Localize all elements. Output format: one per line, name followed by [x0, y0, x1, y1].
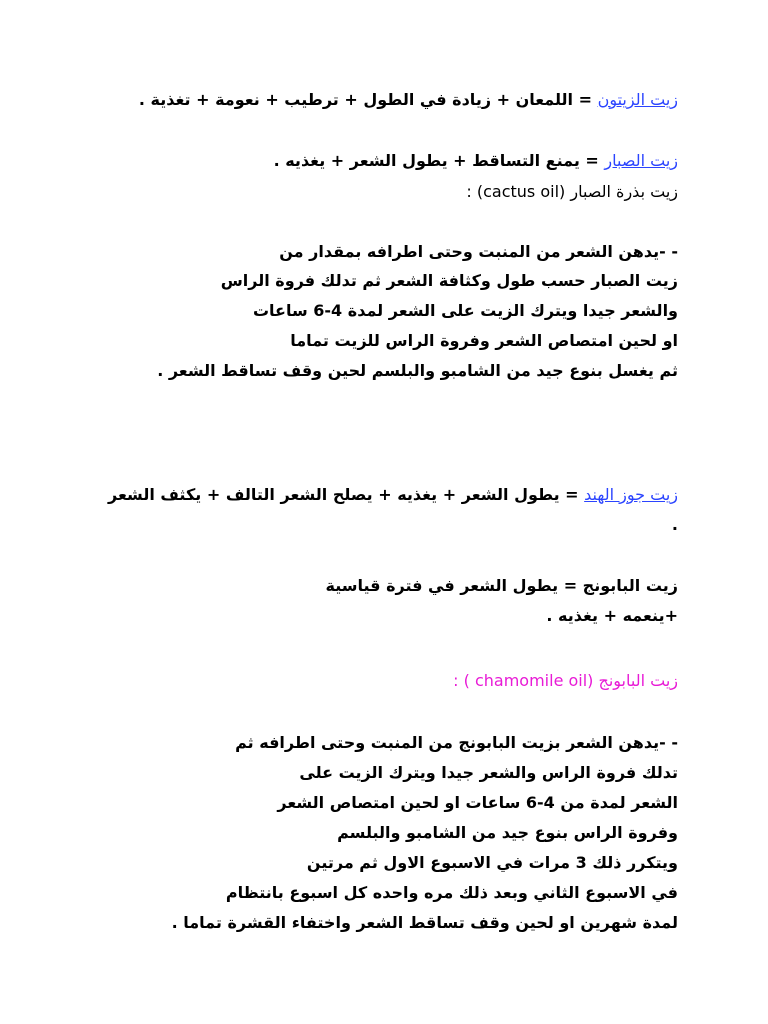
chamomile-instruction-line: - -يدهن الشعر بزيت البابونج من المنبت وحتى اطرافه ثم: [235, 733, 678, 752]
chamomile-instruction-line: تدلك فروة الراس والشعر جيدا ويترك الزيت على: [299, 763, 678, 782]
chamomile-summary-line: +ينعمه + يغذيه .: [546, 606, 678, 625]
olive-oil-link[interactable]: زيت الزيتون: [597, 90, 678, 109]
chamomile-instruction-line: في الاسبوع الثاني وبعد ذلك مره واحده كل اسبوع بانتظام: [225, 883, 678, 902]
coconut-oil-link[interactable]: زيت جوز الهند: [584, 485, 678, 504]
olive-oil-benefits: = اللمعان + زيادة في الطول + ترطيب + نعومة + تغذية .: [138, 90, 598, 109]
cactus-instruction-line: والشعر جيدا ويترك الزيت على الشعر لمدة 4-6 ساعات: [252, 301, 678, 320]
cactus-oil-heading: زيت بذرة الصبار (cactus oil) :: [466, 182, 678, 201]
aloe-oil-benefits: = يمنع التساقط + يطول الشعر + يغذيه .: [273, 151, 605, 170]
aloe-oil-line: [274, 150, 678, 172]
coconut-oil-benefits: = يطول الشعر + يغذيه + يصلح الشعر التالف + يكثف الشعر: [108, 485, 585, 504]
cactus-instruction-line: - -يدهن الشعر من المنبت وحتى اطرافه بمقدار من: [279, 242, 678, 261]
chamomile-oil-heading: زيت البابونج (chamomile oil ) :: [453, 671, 678, 690]
chamomile-instruction-line: وفروة الراس بنوع جيد من الشامبو والبلسم: [337, 823, 678, 842]
aloe-oil-link[interactable]: زيت الصبار: [604, 151, 678, 170]
coconut-oil-continuation: .: [671, 515, 678, 534]
chamomile-summary-line: زيت البابونج = يطول الشعر في فترة قياسية: [325, 576, 678, 595]
cactus-instruction-line: ثم يغسل بنوع جيد من الشامبو والبلسم لحين وقف تساقط الشعر .: [157, 361, 678, 380]
chamomile-instruction-line: ويتكرر ذلك 3 مرات في الاسبوع الاول ثم مرتين: [306, 853, 678, 872]
olive-oil-line: [139, 89, 678, 111]
coconut-oil-line: [108, 484, 678, 506]
cactus-instruction-line: زيت الصبار حسب طول وكثافة الشعر ثم تدلك فروة الراس: [220, 271, 678, 290]
chamomile-instruction-line: الشعر لمدة من 4-6 ساعات او لحين امتصاص الشعر: [277, 793, 678, 812]
cactus-instruction-line: او لحين امتصاص الشعر وفروة الراس للزيت تماما: [290, 331, 678, 350]
chamomile-instruction-line: لمدة شهرين او لحين وقف تساقط الشعر واختفاء القشرة تماما .: [171, 913, 678, 932]
